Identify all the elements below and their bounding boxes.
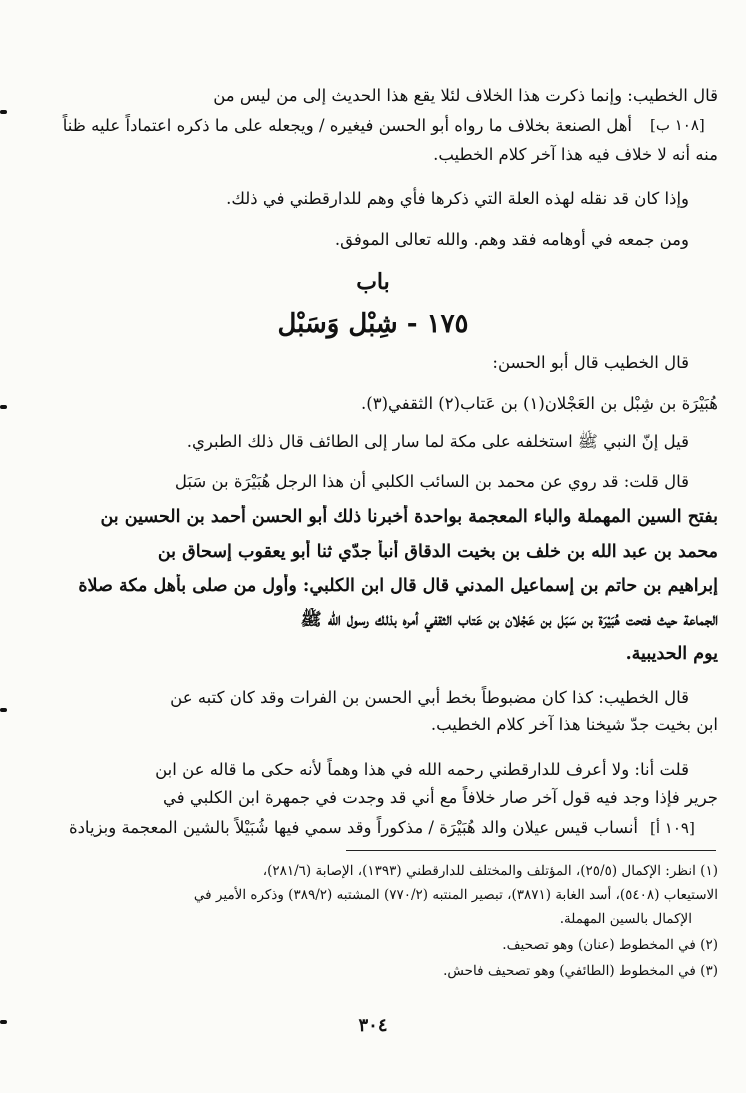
body-line-2: أهل الصنعة بخلاف ما رواه أبو الحسن فيغيره / ويجعله على ما ذكره اعتماداً عليه ظناً [62, 116, 632, 135]
section-label: باب [356, 269, 390, 295]
entry-line-6: محمد بن عبد الله بن خلف بن بخيت الدقاق أنبأ جدّي ثنا أبو يعقوب إسحاق بن [157, 542, 718, 562]
page-number: ٣٠٤ [358, 1015, 388, 1036]
entry-line-2: هُبَيْرَة بن شِبْل بن العَجْلان(١) بن عَتاب(٢) الثقفي(٣). [361, 394, 718, 413]
scan-mark [0, 110, 7, 114]
scan-mark [0, 1020, 7, 1024]
entry-line-10: قال الخطيب: كذا كان مضبوطاً بخط أبي الحسن بن الفرات وقد كان كتبه عن [170, 688, 689, 707]
margin-folio-note: [١٠٨ ب] [650, 116, 705, 134]
scan-mark [0, 405, 7, 409]
entry-line-1: قال الخطيب قال أبو الحسن: [492, 353, 689, 372]
entry-line-14: أنساب قيس عيلان والد هُبَيْرَة / مذكوراً وقد سمي فيها شُبَيْلاً بالشين المعجمة وبزيادة [68, 818, 638, 837]
entry-line-9: يوم الحديبية. [625, 644, 718, 664]
footnote-1-line-2: الاستيعاب (٥٤٠٨)، أسد الغابة (٣٨٧١)، تبصير المنتبه (٧٧٠/٢) المشتبه (٣٨٩/٢) وذكره الأمير في [193, 887, 718, 903]
body-line-4: وإذا كان قد نقله لهذه العلة التي ذكرها فأي وهم للدارقطني في ذلك. [226, 189, 689, 208]
entry-line-5: بفتح السين المهملة والباء المعجمة بواحدة أخبرنا ذلك أبو الحسن أحمد بن الحسين بن [100, 507, 718, 527]
footnote-1-line-1: (١) انظر: الإكمال (٢٥/٥)، المؤتلف والمختلف للدارقطني (١٣٩٣)، الإصابة (٢٨١/٦)، [262, 863, 718, 879]
entry-line-3: قيل إنّ النبي ﷺ استخلفه على مكة لما سار إلى الطائف قال ذلك الطبري. [186, 432, 689, 451]
body-line-3: منه أنه لا خلاف فيه هذا آخر كلام الخطيب. [433, 145, 718, 164]
entry-line-11: ابن بخيت جدّ شيخنا هذا آخر كلام الخطيب. [430, 715, 718, 734]
footnote-2: (٢) في المخطوط (عنان) وهو تصحيف. [502, 937, 718, 953]
entry-line-8: الجماعة حيث فتحت هُبَيْرَة بن سَبَل بن عَجْلان بن عَتاب الثقفي أمره بذلك رسول الله ﷺ [300, 610, 718, 630]
footnote-3: (٣) في المخطوط (الطائفي) وهو تصحيف فاحش. [443, 963, 718, 979]
body-line-5: ومن جمعه في أوهامه فقد وهم. والله تعالى الموفق. [334, 230, 689, 249]
footnote-1-line-3: الإكمال بالسين المهملة. [559, 911, 692, 927]
footnote-divider [346, 850, 716, 851]
entry-line-7: إبراهيم بن حاتم بن إسماعيل المدني قال قال ابن الكلبي: وأول من صلى بأهل مكة صلاة [78, 576, 718, 596]
entry-title: ١٧٥ - شِبْل وَسَبْل [277, 309, 469, 339]
entry-line-4: قال قلت: قد روي عن محمد بن السائب الكلبي أن هذا الرجل هُبَيْرَة بن سَبَل [174, 472, 689, 491]
body-line-1: قال الخطيب: وإنما ذكرت هذا الخلاف لئلا يقع هذا الحديث إلى من ليس من [213, 86, 718, 105]
entry-line-13: جرير فإذا وجد فيه قول آخر صار خلافاً مع أني قد وجدت في جمهرة ابن الكلبي في [162, 788, 718, 807]
entry-line-12: قلت أنا: ولا أعرف للدارقطني رحمه الله في هذا وهماً لأنه حكى ما قاله عن ابن [155, 760, 689, 779]
scan-mark [0, 708, 7, 712]
margin-folio-note: [١٠٩ أ] [650, 819, 695, 837]
